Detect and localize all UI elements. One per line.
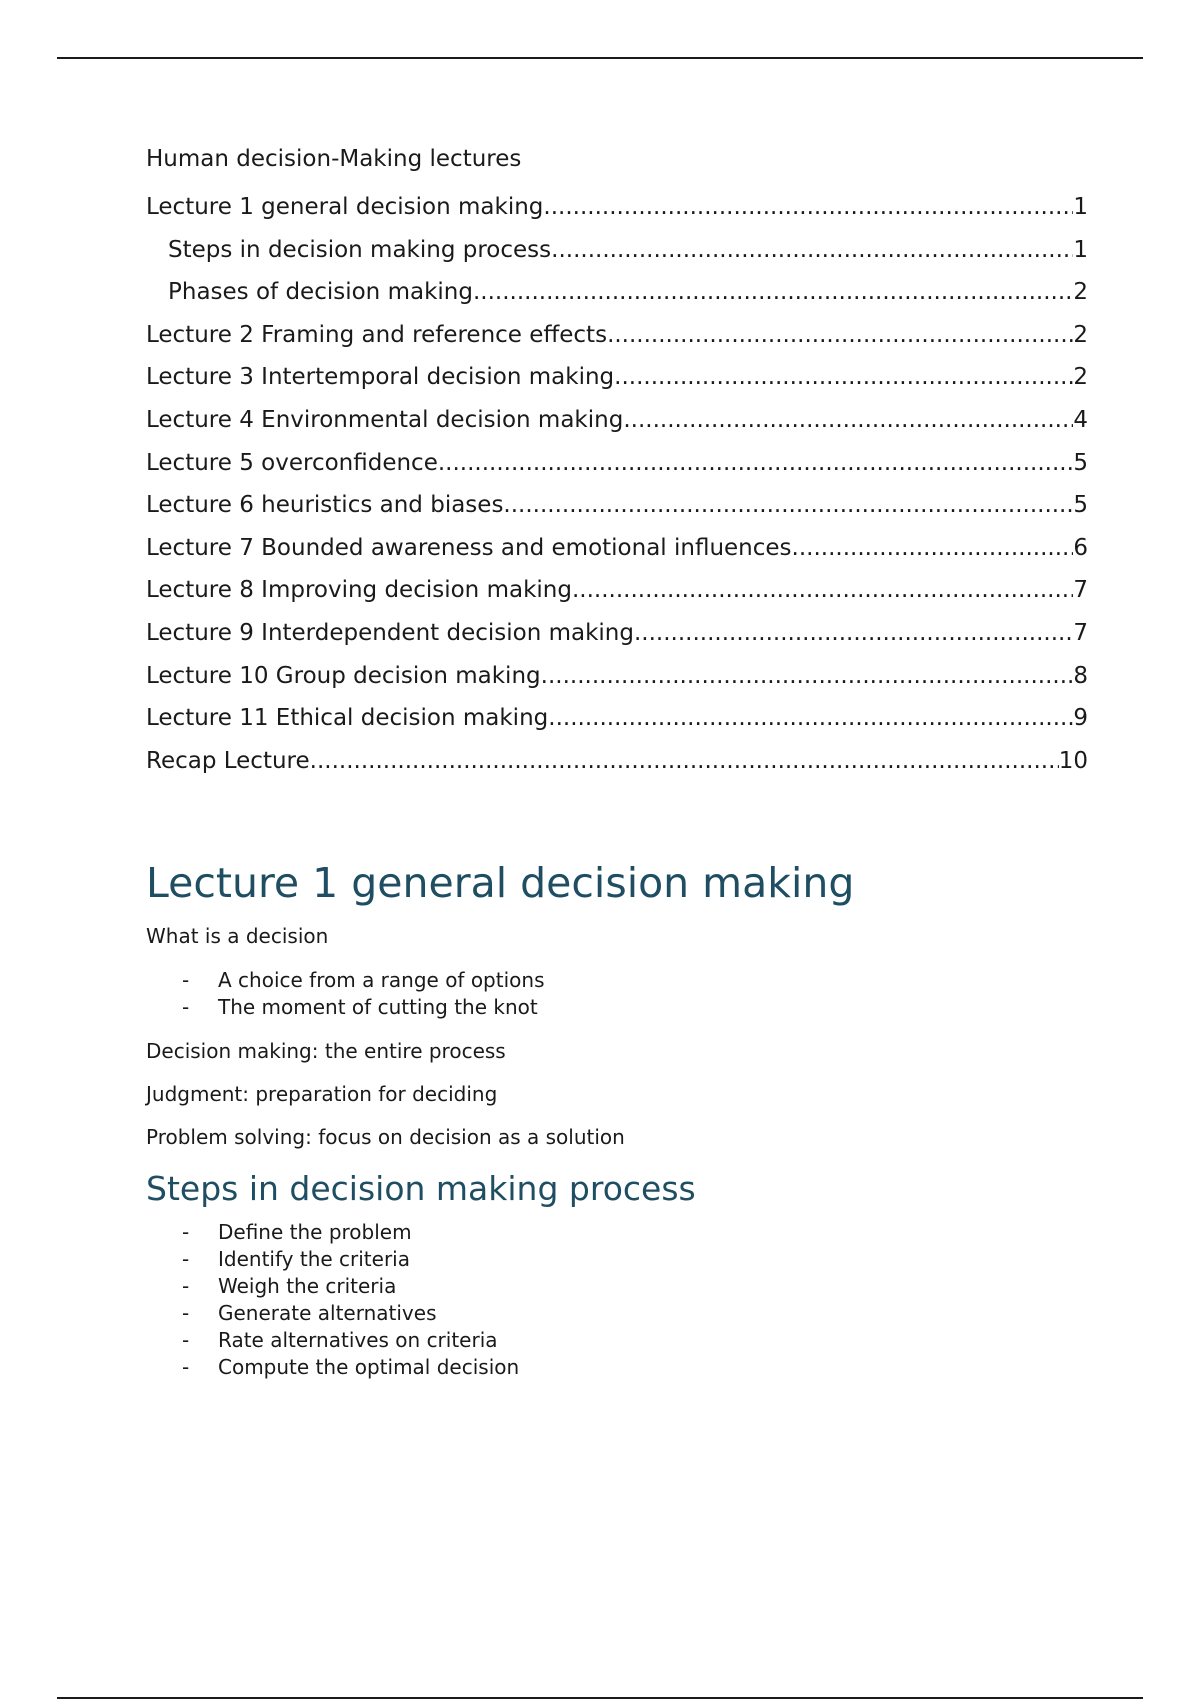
toc-entry[interactable] [146, 575, 1088, 618]
toc-dot-leader [473, 277, 1073, 307]
toc-entry[interactable] [146, 661, 1088, 704]
bullet-dash: - [182, 1355, 190, 1379]
bullet-dash: - [182, 1274, 190, 1298]
list-item [182, 1246, 519, 1273]
toc-entry[interactable] [146, 320, 1088, 363]
list-item-text: Identify the criteria [218, 1247, 410, 1271]
toc-page-number: 8 [1073, 662, 1088, 689]
toc-page-number: 1 [1073, 236, 1088, 263]
toc-dot-leader [310, 746, 1059, 776]
toc-entry[interactable] [146, 362, 1088, 405]
list-item [182, 1300, 519, 1327]
toc-entry-label: Lecture 4 Environmental decision making [146, 406, 624, 433]
bullet-dash: - [182, 968, 190, 992]
toc-page-number: 5 [1073, 449, 1088, 476]
bullet-dash: - [182, 1247, 190, 1271]
list-item-text: Generate alternatives [218, 1301, 437, 1325]
toc-dot-leader [543, 192, 1073, 222]
toc-page-number: 6 [1073, 534, 1088, 561]
toc-entry-label: Lecture 10 Group decision making [146, 662, 541, 689]
toc-dot-leader [438, 448, 1074, 478]
toc-entry-label: Lecture 2 Framing and reference effects [146, 321, 608, 348]
toc-page-number: 7 [1073, 577, 1088, 604]
toc-page-number: 9 [1073, 705, 1088, 732]
paragraph-judgment: Judgment: preparation for deciding [146, 1082, 498, 1106]
section-heading-lecture-1: Lecture 1 general decision making [146, 859, 855, 907]
list-item-text: Define the problem [218, 1220, 412, 1244]
toc-entry[interactable] [146, 618, 1088, 661]
toc-page-number: 2 [1073, 321, 1088, 348]
toc-page-number: 10 [1058, 747, 1088, 774]
toc-entry-label: Lecture 8 Improving decision making [146, 577, 572, 604]
footer-rule [57, 1697, 1143, 1699]
toc-entry[interactable] [146, 405, 1088, 448]
toc-entry[interactable] [146, 277, 1088, 320]
list-item-text: Weigh the criteria [218, 1274, 397, 1298]
paragraph-decision-making: Decision making: the entire process [146, 1039, 506, 1063]
section-heading-steps: Steps in decision making process [146, 1169, 696, 1208]
list-item [182, 994, 544, 1021]
toc-entry[interactable] [146, 448, 1088, 491]
toc-entry-label: Lecture 1 general decision making [146, 194, 544, 220]
list-item [182, 1327, 519, 1354]
toc-entry-label: Lecture 9 Interdependent decision making [146, 619, 634, 646]
toc-entry-label: Phases of decision making [168, 279, 473, 306]
toc-dot-leader [572, 575, 1073, 605]
toc-dot-leader [551, 235, 1073, 265]
bullet-dash: - [182, 1301, 190, 1325]
list-item [182, 1273, 519, 1300]
list-item-text: Rate alternatives on criteria [218, 1328, 498, 1352]
toc-entry[interactable] [146, 235, 1088, 278]
toc-entry-label: Recap Lecture [146, 747, 310, 774]
bullet-dash: - [182, 1220, 190, 1244]
toc-entry-label: Lecture 3 Intertemporal decision making [146, 364, 615, 391]
toc-entry-label: Lecture 6 heuristics and biases [146, 492, 504, 519]
bullet-dash: - [182, 1328, 190, 1352]
toc-page-number: 5 [1073, 492, 1088, 519]
toc-entry[interactable] [146, 490, 1088, 533]
toc-entry[interactable] [146, 746, 1088, 789]
toc-dot-leader [634, 618, 1073, 648]
toc-entry[interactable] [146, 192, 1088, 235]
list-item [182, 1219, 519, 1246]
toc-page-number: 7 [1073, 619, 1088, 646]
toc-entry-label: Steps in decision making process [168, 236, 552, 263]
decision-definition-list [182, 967, 544, 1021]
list-item [182, 1354, 519, 1381]
toc-page-number: 4 [1073, 406, 1088, 433]
toc-page-number: 2 [1073, 364, 1088, 391]
toc-dot-leader [548, 703, 1073, 733]
document-title: Human decision-Making lectures [146, 146, 522, 172]
toc-dot-leader [614, 362, 1073, 392]
bullet-dash: - [182, 995, 190, 1019]
list-item-text: A choice from a range of options [218, 968, 545, 992]
toc-entry-label: Lecture 7 Bounded awareness and emotional influences [146, 534, 792, 561]
toc-page-number: 1 [1073, 194, 1088, 220]
list-item [182, 967, 544, 994]
toc-entry[interactable] [146, 703, 1088, 746]
paragraph-what-is-decision: What is a decision [146, 924, 329, 948]
toc-dot-leader [792, 533, 1074, 563]
toc-entry-label: Lecture 11 Ethical decision making [146, 705, 549, 732]
list-item-text: The moment of cutting the knot [218, 995, 538, 1019]
toc-dot-leader [541, 661, 1074, 691]
toc-entry-label: Lecture 5 overconfidence [146, 449, 438, 476]
table-of-contents [146, 192, 1088, 788]
steps-list [182, 1219, 519, 1381]
paragraph-problem-solving: Problem solving: focus on decision as a solution [146, 1125, 625, 1149]
toc-dot-leader [607, 320, 1073, 350]
toc-dot-leader [623, 405, 1073, 435]
toc-entry[interactable] [146, 533, 1088, 576]
toc-dot-leader [503, 490, 1073, 520]
toc-page-number: 2 [1073, 279, 1088, 306]
list-item-text: Compute the optimal decision [218, 1355, 520, 1379]
header-rule [57, 57, 1143, 59]
